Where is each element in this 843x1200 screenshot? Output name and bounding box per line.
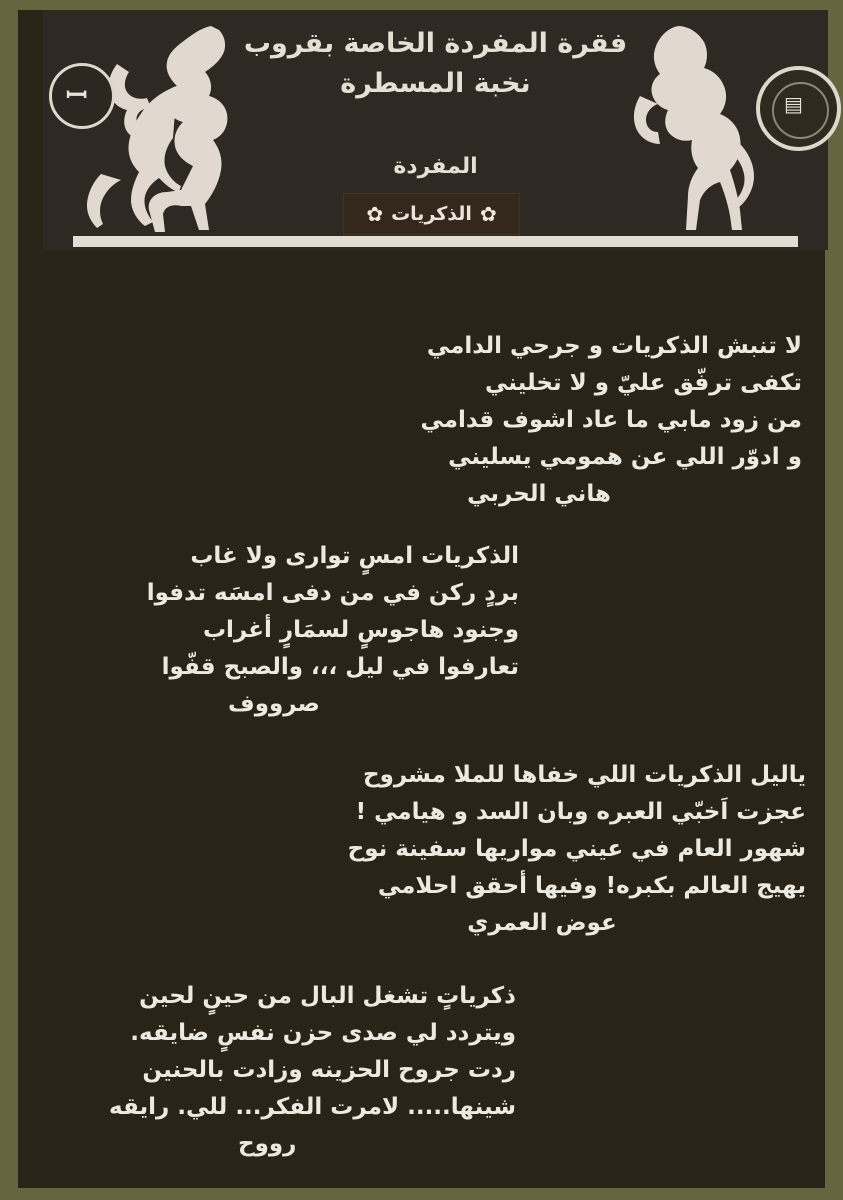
poem-line: لا تنبش الذكريات و جرحي الدامي xyxy=(426,333,802,359)
poem-line: من زود مابي ما عاد اشوف قدامي xyxy=(420,407,802,433)
poem-line: الذكريات امسٍ توارى ولا غاب xyxy=(190,543,519,569)
poem-line: ردت جروح الحزينه وزادت بالحنين xyxy=(142,1057,516,1083)
calligraphy-icon: ꟷ xyxy=(66,81,88,111)
group-name: نخبة المسطرة xyxy=(340,68,531,99)
header-divider xyxy=(73,236,798,247)
poem-line: شينها..... لامرت الفكر... للي. رايقه xyxy=(109,1094,516,1120)
subject-badge xyxy=(343,193,520,235)
poster-page xyxy=(18,10,825,1188)
poem-line: تكفى ترفّق عليّ و لا تخليني xyxy=(484,370,802,396)
header-banner xyxy=(43,10,828,250)
poem-block xyxy=(338,757,806,942)
poem-author: عوض العمري xyxy=(467,910,617,936)
section-label: المفردة xyxy=(393,154,478,179)
poem-line: ذكرياتٍ تشغل البال من حينٍ لحين xyxy=(139,983,516,1009)
flower-icon: ✿ xyxy=(479,202,497,226)
flower-icon: ✿ xyxy=(366,202,384,226)
poem-line: ويتردد لي صدى حزن نفسٍ ضايقه. xyxy=(130,1020,516,1046)
poem-block xyxy=(336,328,802,513)
poem-line: تعارفوا في ليل ،،، والصبح قفّوا xyxy=(161,654,519,680)
poem-block xyxy=(48,978,516,1163)
poem-line: بردٍ ركن في من دفى امسَه تدفوا xyxy=(146,580,519,606)
poem-line: وجنود هاجوسٍ لسمَارٍ أغراب xyxy=(202,617,519,643)
poem-author: هاني الحربي xyxy=(467,481,611,507)
poem-line: ياليل الذكريات اللي خفاها للملا مشروح xyxy=(363,762,806,788)
subject-label: الذكريات xyxy=(391,203,472,225)
poem-line: عجزت اَخبّي العبره وبان السد و هيامي ! xyxy=(355,799,806,825)
poem-line: يهيج العالم بكبره! وفيها أحقق احلامي xyxy=(377,873,806,899)
poem-line: و ادوّر اللي عن همومي يسليني xyxy=(448,444,802,470)
poem-block xyxy=(38,538,519,723)
book-icon: ▤ xyxy=(784,92,803,116)
poem-author: رووح xyxy=(238,1131,297,1157)
poem-line: شهور العام في عيني مواريها سفينة نوح xyxy=(347,836,806,862)
page-title: فقرة المفردة الخاصة بقروب xyxy=(243,28,628,59)
poem-author: صرووف xyxy=(228,691,320,717)
